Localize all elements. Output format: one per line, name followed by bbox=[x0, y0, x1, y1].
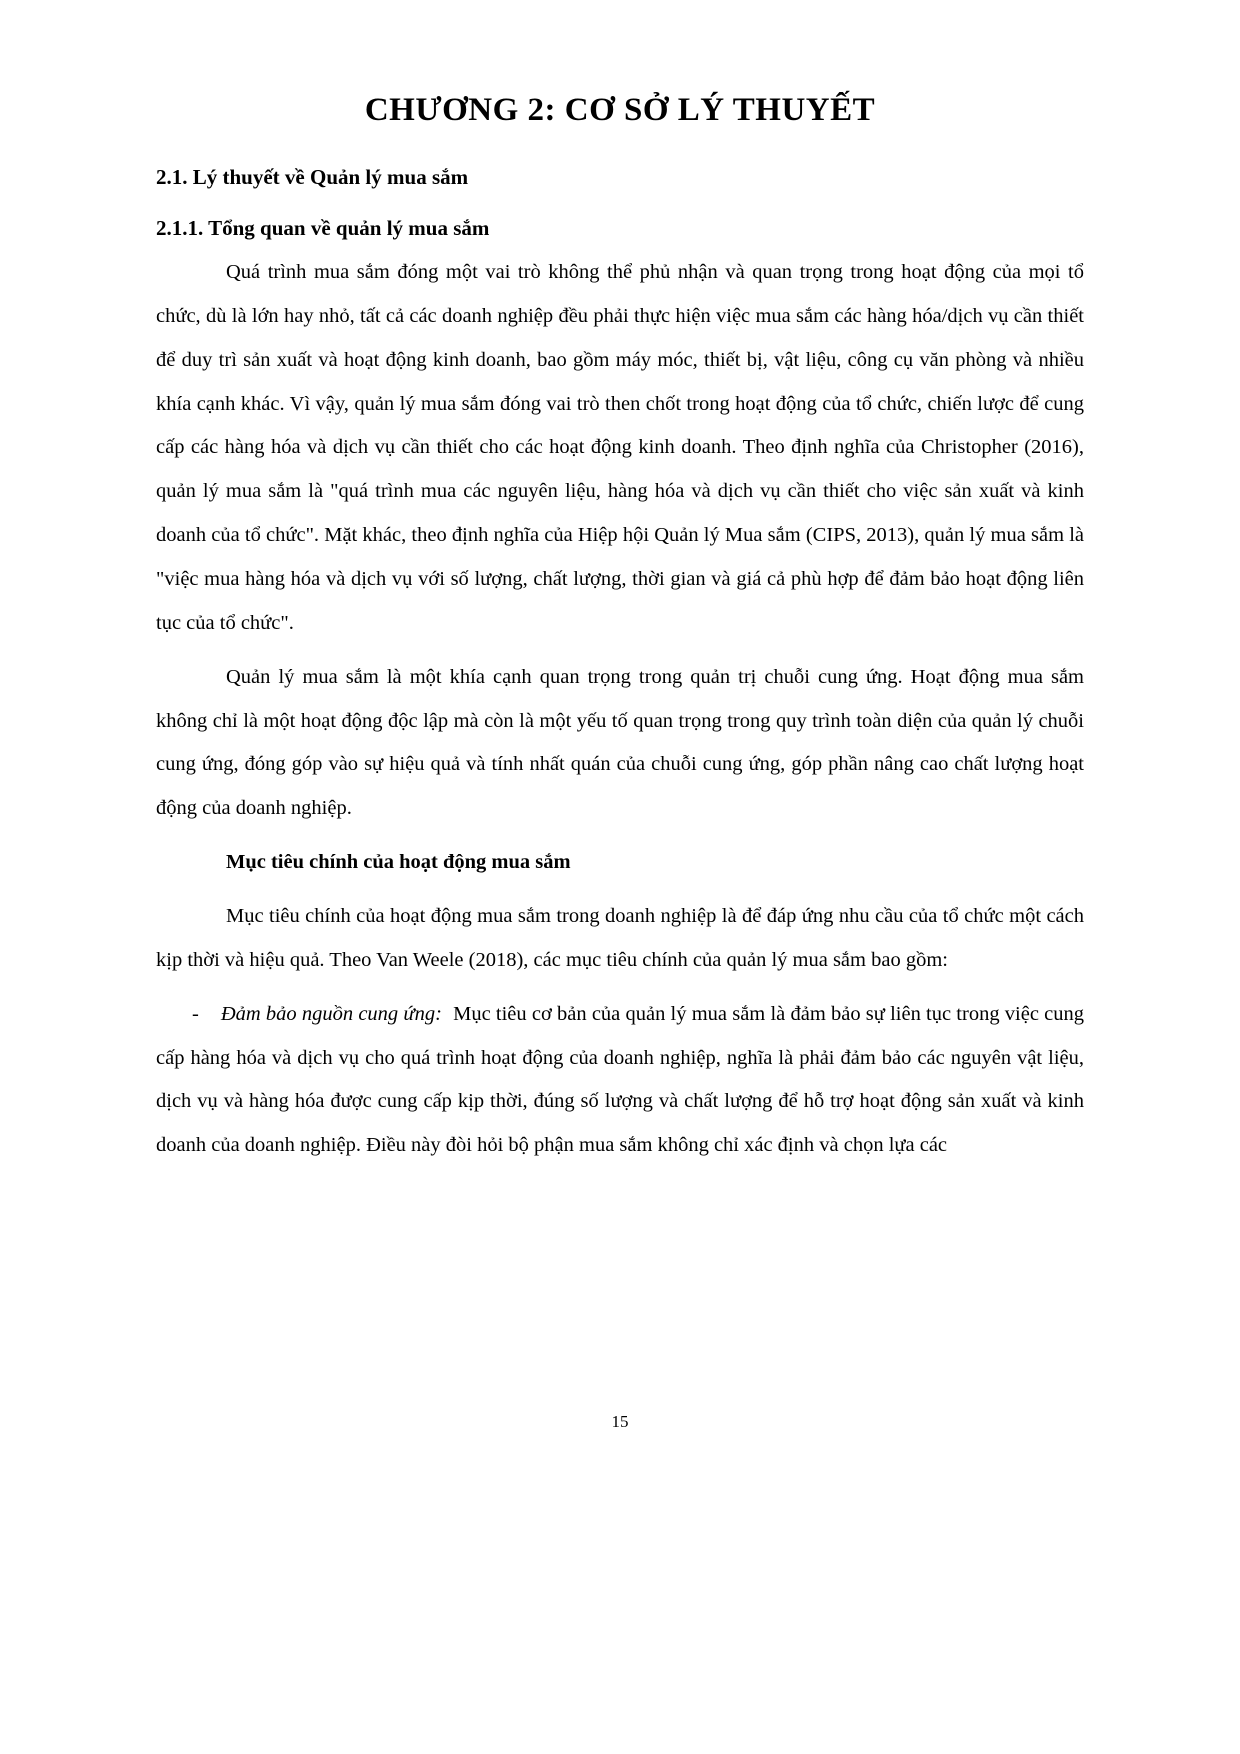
paragraph-overview-1: Quá trình mua sắm đóng một vai trò không thể phủ nhận và quan trọng trong hoạt động của mọi tổ chức, dù là lớn hay nhỏ, tất cả các doanh nghiệp đều phải thực hiện việc mua sắm các hàng hóa/dịch vụ cần thiết để duy trì sản xuất và hoạt động kinh doanh, bao gồm máy móc, thiết bị, vật liệu, công cụ văn phòng và nhiều khía cạnh khác. Vì vậy, quản lý mua sắm đóng vai trò then chốt trong hoạt động của tổ chức, chiến lược để cung cấp các hàng hóa và dịch vụ cần thiết cho các hoạt động kinh doanh. Theo định nghĩa của Christopher (2016), quản lý mua sắm là "quá trình mua các nguyên liệu, hàng hóa và dịch vụ cần thiết cho việc sản xuất và kinh doanh của tổ chức". Mặt khác, theo định nghĩa của Hiệp hội Quản lý Mua sắm (CIPS, 2013), quản lý mua sắm là "việc mua hàng hóa và dịch vụ với số lượng, chất lượng, thời gian và giá cả phù hợp để đảm bảo hoạt động liên tục của tổ chức". bbox=[156, 261, 1084, 634]
section-heading: 2.1. Lý thuyết về Quản lý mua sắm bbox=[156, 165, 469, 189]
paragraph-objectives-intro: Mục tiêu chính của hoạt động mua sắm trong doanh nghiệp là để đáp ứng nhu cầu của tổ chức một cách kịp thời và hiệu quả. Theo Van Weele (2018), các mục tiêu chính của quản lý mua sắm bao gồm: bbox=[156, 905, 1084, 971]
page-number: 15 bbox=[611, 1412, 629, 1431]
chapter-title: CHƯƠNG 2: CƠ SỞ LÝ THUYẾT bbox=[364, 92, 876, 128]
objectives-subheading: Mục tiêu chính của hoạt động mua sắm bbox=[226, 851, 571, 874]
bullet-lead-italic: Đảm bảo nguồn cung ứng: bbox=[220, 1002, 442, 1025]
bullet-text: Mục tiêu cơ bản của quản lý mua sắm là đảm bảo sự liên tục trong việc cung cấp hàng hóa và dịch vụ cho quá trình hoạt động của doanh nghiệp, nghĩa là phải đảm bảo các nguyên vật liệu, dịch vụ và hàng hóa được cung cấp kịp thời, đúng số lượng và chất lượng để hỗ trợ hoạt động sản xuất và kinh doanh của doanh nghiệp. Điều này đòi hỏi bộ phận mua sắm không chỉ xác định và chọn lựa các bbox=[156, 1002, 1084, 1157]
paragraph-overview-2: Quản lý mua sắm là một khía cạnh quan trọng trong quản trị chuỗi cung ứng. Hoạt động mua sắm không chỉ là một hoạt động độc lập mà còn là một yếu tố quan trọng trong quy trình toàn diện của quản lý chuỗi cung ứng, đóng góp vào sự hiệu quả và tính nhất quán của chuỗi cung ứng, góp phần nâng cao chất lượng hoạt động của doanh nghiệp. bbox=[156, 665, 1084, 820]
bullet-dash: - bbox=[192, 1002, 199, 1025]
bullet-item-supply bbox=[156, 993, 1084, 1168]
subsection-heading: 2.1.1. Tổng quan về quản lý mua sắm bbox=[156, 216, 490, 240]
